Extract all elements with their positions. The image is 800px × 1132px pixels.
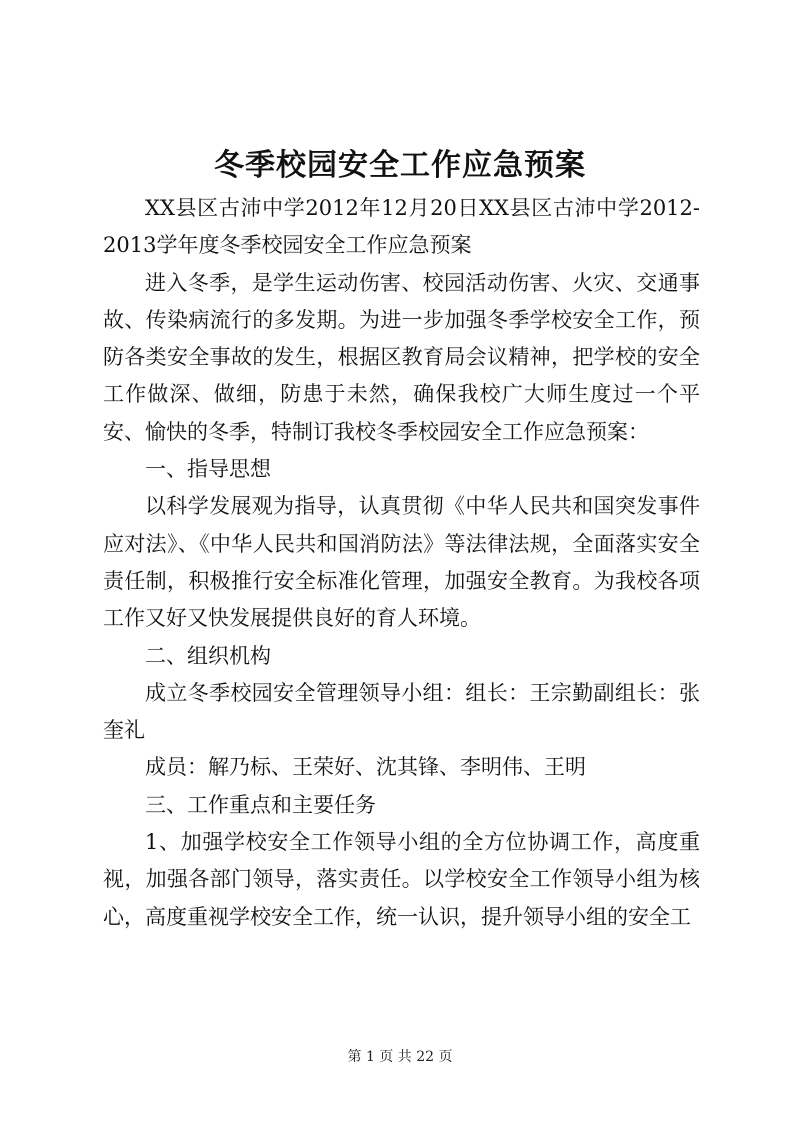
page-footer: 第 1 页 共 22 页: [347, 1049, 453, 1065]
document-title: 冬季校园安全工作应急预案: [214, 148, 586, 183]
document-body: [103, 190, 700, 936]
paragraph: 进入冬季，是学生运动伤害、校园活动伤害、火灾、交通事故、传染病流行的多发期。为进一步加强冬季学校安全工作，预防各类安全事故的发生，根据区教育局会议精神，把学校的安全工作做深、做细，防患于未然，确保我校广大师生度过一个平安、愉快的冬季，特制订我校冬季校园安全工作应急预案：: [103, 270, 700, 444]
section-heading: 一、指导思想: [145, 457, 271, 482]
intro-line: XX县区古沛中学2012年12月20日XX县区古沛中学2012-2013学年度冬季校园安全工作应急预案: [103, 196, 700, 258]
paragraph: 以科学发展观为指导，认真贯彻《中华人民共和国突发事件应对法》、《中华人民共和国消防法》等法律法规，全面落实安全责任制，积极推行安全标准化管理，加强安全教育。为我校各项工作又好又快发展提供良好的育人环境。: [103, 494, 700, 631]
paragraph: 成立冬季校园安全管理领导小组：组长：王宗勤副组长：张奎礼: [103, 680, 700, 743]
section-heading: 二、组织机构: [145, 643, 271, 668]
section-heading: 三、工作重点和主要任务: [145, 792, 376, 817]
paragraph: 1、加强学校安全工作领导小组的全方位协调工作，高度重视，加强各部门领导，落实责任。以学校安全工作领导小组为核心，高度重视学校安全工作，统一认识，提升领导小组的安全工: [103, 830, 700, 929]
paragraph: 成员：解乃标、王荣好、沈其锋、李明伟、王明: [145, 755, 586, 780]
